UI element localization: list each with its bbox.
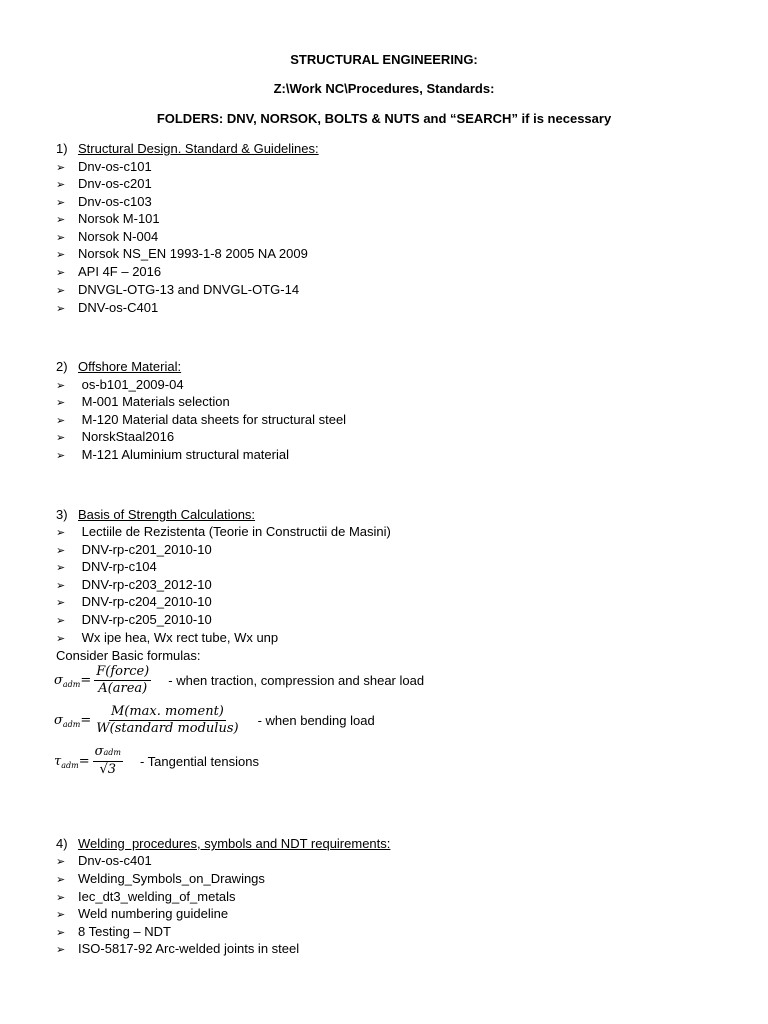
list-item: ➢ DNV-rp-c205_2010-10	[56, 612, 212, 627]
formula-lhs-sub: adm	[61, 760, 79, 770]
arrow-bullet-icon: ➢	[56, 162, 66, 174]
arrow-bullet-icon: ➢	[56, 545, 66, 557]
list-item: ➢ Norsok M-101	[56, 211, 160, 226]
list-item: ➢ DNV-rp-c201_2010-10	[56, 542, 212, 557]
list-item: ➢ M-121 Aluminium structural material	[56, 447, 289, 462]
formula-eq: =	[78, 753, 90, 769]
list-item: ➢ M-120 Material data sheets for structural steel	[56, 412, 347, 427]
list-item: ➢ ISO-5817-92 Arc-welded joints in steel	[56, 941, 300, 956]
section-2-title	[56, 359, 181, 374]
formula-lhs: σ	[54, 673, 63, 688]
list-item: ➢ os-b101_2009-04	[56, 377, 184, 392]
arrow-bullet-icon: ➢	[56, 856, 66, 868]
list-item: ➢ Norsok NS_EN 1993-1-8 2005 NA 2009	[56, 246, 308, 261]
arrow-bullet-icon: ➢	[56, 927, 66, 939]
list-item: ➢ DNV-os-C401	[56, 300, 159, 315]
list-item: ➢ Dnv-os-c201	[56, 176, 152, 191]
formula-lhs: σ	[54, 713, 63, 728]
list-item: ➢ Welding_Symbols_on_Drawings	[56, 871, 265, 886]
list-item: ➢ API 4F – 2016	[56, 264, 162, 279]
arrow-bullet-icon: ➢	[56, 267, 66, 279]
arrow-bullet-icon: ➢	[56, 597, 66, 609]
formula-description: - when traction, compression and shear load	[168, 673, 425, 688]
arrow-bullet-icon: ➢	[56, 285, 66, 297]
formula-numerator: σadm	[93, 744, 123, 762]
arrow-bullet-icon: ➢	[56, 527, 66, 539]
list-item: ➢ Wx ipe hea, Wx rect tube, Wx unp	[56, 630, 279, 645]
formula-fraction	[94, 704, 240, 737]
formula-lhs-sub: adm	[62, 720, 81, 729]
formula-description: - Tangential tensions	[139, 753, 259, 769]
formula-description: - when bending load	[257, 713, 375, 728]
arrow-bullet-icon: ➢	[56, 450, 66, 462]
doc-path: Z:\Work NC\Procedures, Standards:	[273, 81, 495, 96]
formula-fraction	[94, 664, 151, 697]
doc-title: STRUCTURAL ENGINEERING:	[290, 52, 478, 67]
list-item: ➢ DNV-rp-c104	[56, 559, 157, 574]
list-item: ➢ DNV-rp-c203_2012-10	[56, 577, 212, 592]
arrow-bullet-icon: ➢	[56, 397, 66, 409]
formula-tangential-stress	[54, 744, 259, 778]
list-item: ➢ DNV-rp-c204_2010-10	[56, 594, 212, 609]
formula-denominator: W(standard modulus)	[96, 721, 239, 736]
list-item: ➢ Dnv-os-c401	[56, 853, 152, 868]
arrow-bullet-icon: ➢	[56, 179, 66, 191]
formula-bending-stress	[54, 704, 375, 737]
arrow-bullet-icon: ➢	[56, 415, 66, 427]
list-item: ➢ Dnv-os-c101	[56, 159, 152, 174]
section-label: Offshore Material:	[78, 359, 182, 374]
arrow-bullet-icon: ➢	[56, 432, 66, 444]
arrow-bullet-icon: ➢	[56, 197, 66, 209]
list-item: ➢ M-001 Materials selection	[56, 394, 230, 409]
arrow-bullet-icon: ➢	[56, 874, 66, 886]
arrow-bullet-icon: ➢	[56, 944, 66, 956]
arrow-bullet-icon: ➢	[56, 909, 66, 921]
section-label: Basis of Strength Calculations:	[78, 507, 256, 522]
section-number: 2)	[56, 359, 68, 374]
formula-denominator: A(area)	[98, 681, 148, 696]
arrow-bullet-icon: ➢	[56, 214, 66, 226]
section-label: Structural Design. Standard & Guidelines:	[78, 141, 319, 156]
list-item: ➢ 8 Testing – NDT	[56, 924, 171, 939]
list-item: ➢ Lectiile de Rezistenta (Teorie in Constructii de Masini)	[56, 524, 391, 539]
formula-numerator: F(force)	[96, 664, 150, 679]
section-3-title	[56, 507, 255, 522]
arrow-bullet-icon: ➢	[56, 232, 66, 244]
list-item: ➢ DNVGL-OTG-13 and DNVGL-OTG-14	[56, 282, 300, 297]
section-number: 3)	[56, 507, 68, 522]
arrow-bullet-icon: ➢	[56, 249, 66, 261]
section-number: 1)	[56, 141, 68, 156]
formula-allowable-stress	[54, 664, 424, 697]
section-1-title	[56, 141, 319, 156]
list-item: ➢ Iec_dt3_welding_of_metals	[56, 889, 236, 904]
list-item: ➢ Weld numbering guideline	[56, 906, 229, 921]
list-item: ➢ Norsok N-004	[56, 229, 159, 244]
section-label: Welding procedures, symbols and NDT requirements:	[78, 836, 391, 851]
list-item: ➢ Dnv-os-c103	[56, 194, 152, 209]
formulas-intro: Consider Basic formulas:	[56, 648, 201, 663]
arrow-bullet-icon: ➢	[56, 892, 66, 904]
arrow-bullet-icon: ➢	[56, 380, 66, 392]
section-number: 4)	[56, 836, 68, 851]
arrow-bullet-icon: ➢	[56, 303, 66, 315]
list-item: ➢ NorskStaal2016	[56, 429, 175, 444]
arrow-bullet-icon: ➢	[56, 633, 66, 645]
formula-numerator: M(max. moment)	[110, 704, 224, 719]
formula-fraction	[93, 744, 123, 778]
formula-lhs-sub: adm	[62, 680, 81, 689]
arrow-bullet-icon: ➢	[56, 580, 66, 592]
formula-eq: =	[80, 713, 92, 728]
section-4-title	[56, 836, 390, 851]
doc-folders: FOLDERS: DNV, NORSOK, BOLTS & NUTS and “SEARCH” if is necessary	[156, 111, 612, 126]
formula-lhs: τ	[54, 753, 62, 769]
arrow-bullet-icon: ➢	[56, 562, 66, 574]
formula-denominator: √3	[99, 762, 117, 777]
formula-eq: =	[80, 673, 92, 688]
arrow-bullet-icon: ➢	[56, 615, 66, 627]
